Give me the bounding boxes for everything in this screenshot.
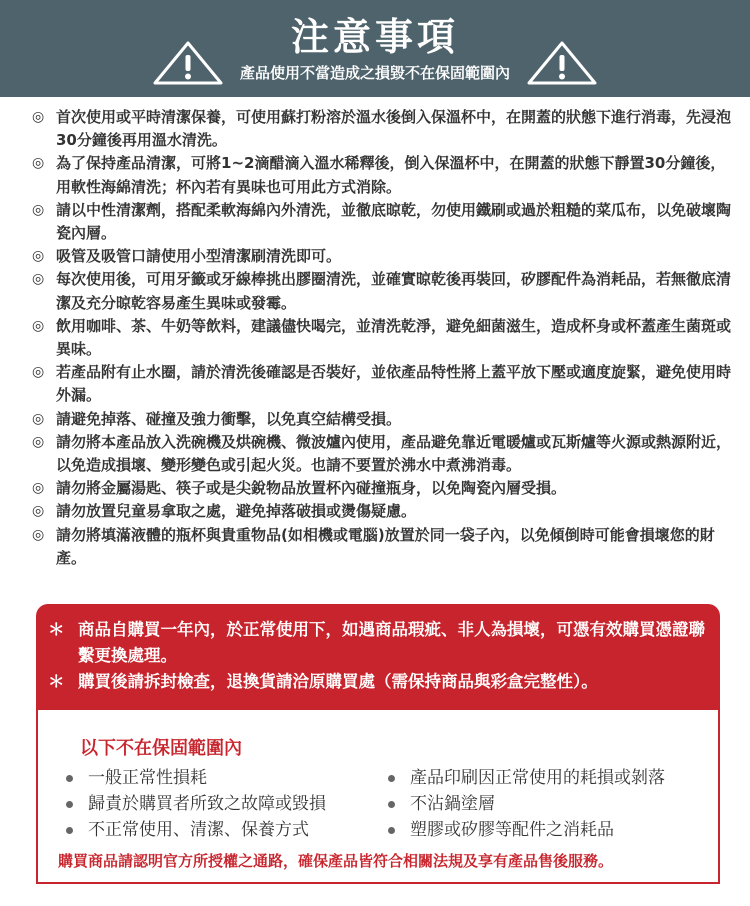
list-item — [66, 817, 326, 843]
list-item — [66, 765, 326, 791]
warranty-panel — [36, 604, 720, 710]
note-text: 請以中性清潔劑，搭配柔軟海綿內外清洗，並徹底晾乾，勿使用鐵刷或過於粗糙的菜瓜布，以免破壞陶瓷內層。 — [56, 200, 732, 243]
list-item — [32, 268, 732, 314]
list-item — [32, 199, 732, 245]
bullet-dot-icon — [388, 827, 395, 834]
note-text: 請勿放置兒童易拿取之處，避免掉落破損或燙傷疑慮。 — [56, 502, 417, 521]
exclusions-panel — [36, 710, 720, 884]
bullet-icon: ◎ — [32, 248, 45, 265]
bullet-icon: ◎ — [32, 526, 45, 543]
exclusion-text: 塑膠或矽膠等配件之消耗品 — [410, 820, 614, 840]
list-item — [32, 408, 732, 431]
list-item — [32, 106, 732, 152]
bullet-icon: ◎ — [32, 480, 45, 497]
note-text: 為了保持產品清潔，可將1~2滴醋滴入溫水稀釋後，倒入保溫杯中，在開蓋的狀態下靜置30分鐘後，用軟性海綿清洗；杯內若有異味也可用此方式消除。 — [56, 154, 726, 196]
bullet-icon: ◎ — [32, 155, 45, 172]
bullet-dot-icon — [66, 827, 73, 834]
bullet-icon: ◎ — [32, 503, 45, 520]
exclusions-title: 以下不在保固範圍內 — [80, 738, 242, 759]
exclusions-left-list — [66, 765, 326, 843]
bullet-icon: ◎ — [32, 271, 45, 288]
bullet-dot-icon — [66, 775, 73, 782]
list-item — [32, 315, 732, 361]
list-item — [66, 791, 326, 817]
bullet-dot-icon — [388, 801, 395, 808]
bullet-icon: ◎ — [32, 433, 45, 450]
warranty-item — [48, 617, 710, 669]
exclusion-text: 產品印刷因正常使用的耗損或剝落 — [410, 768, 665, 788]
list-item — [388, 765, 665, 791]
care-notes-list — [32, 106, 732, 570]
bullet-icon: ◎ — [32, 364, 45, 381]
note-text: 請勿將本產品放入洗碗機及烘碗機、微波爐內使用，產品避免靠近電暖爐或瓦斯爐等火源或熱源附近，以免造成損壞、變形變色或引起火災。也請不要置於沸水中煮沸消毒。 — [56, 432, 732, 475]
bullet-dot-icon — [388, 775, 395, 782]
warranty-text: 商品自購買一年內，於正常使用下，如遇商品瑕疵、非人為損壞，可憑有效購買憑證聯繫更換處理。 — [78, 620, 705, 665]
list-item — [32, 477, 732, 500]
note-text: 每次使用後，可用牙籤或牙線棒挑出膠圈清洗，並確實晾乾後再裝回，矽膠配件為消耗品，若無徹底清潔及充分晾乾容易產生異味或發霉。 — [56, 270, 732, 312]
exclusions-right-list — [388, 765, 665, 843]
exclusion-text: 不正常使用、清潔、保養方式 — [88, 820, 309, 840]
bullet-icon: ◎ — [32, 201, 45, 218]
asterisk-icon: ＊ — [48, 672, 65, 691]
exclusion-text: 不沾鍋塗層 — [410, 794, 495, 814]
list-item — [388, 817, 665, 843]
list-item — [388, 791, 665, 817]
bullet-dot-icon — [66, 801, 73, 808]
note-text: 請避免掉落、碰撞及強力衝擊，以免真空結構受損。 — [56, 409, 402, 428]
list-item — [32, 524, 732, 570]
exclusion-text: 一般正常性損耗 — [88, 768, 207, 788]
note-text: 若產品附有止水圈，請於清洗後確認是否裝好，並依產品特性將上蓋平放下壓或適度旋緊，避免使用時外漏。 — [56, 363, 732, 405]
exclusion-text: 歸責於購買者所致之故障或毀損 — [88, 794, 326, 814]
list-item — [32, 431, 732, 477]
header-banner — [0, 0, 750, 97]
asterisk-icon: ＊ — [48, 620, 65, 639]
note-text: 飲用咖啡、茶、牛奶等飲料，建議儘快喝完，並清洗乾淨，避免細菌滋生，造成杯身或杯蓋產生菌斑或異味。 — [56, 316, 732, 359]
bullet-icon: ◎ — [32, 410, 45, 427]
warranty-text: 購買後請拆封檢查，退換貨請洽原購買處（需保持商品與彩盒完整性）。 — [78, 672, 598, 691]
list-item — [32, 245, 732, 268]
warranty-item — [48, 669, 710, 695]
list-item — [32, 500, 732, 523]
note-text: 吸管及吸管口請使用小型清潔刷清洗即可。 — [56, 247, 342, 266]
list-item — [32, 152, 732, 198]
note-text: 請勿將金屬湯匙、筷子或是尖銳物品放置杯內碰撞瓶身，以免陶瓷內層受損。 — [56, 479, 567, 498]
note-text: 首次使用或平時清潔保養，可使用蘇打粉溶於溫水後倒入保溫杯中，在開蓋的狀態下進行消毒，先浸泡30分鐘後再用溫水清洗。 — [56, 108, 732, 150]
authorized-channel-note: 購買商品請認明官方所授權之通路，確保產品皆符合相關法規及享有產品售後服務。 — [58, 852, 614, 870]
page-title: 注意事項 — [290, 15, 459, 59]
list-item — [32, 361, 732, 407]
note-text: 請勿將填滿液體的瓶杯與貴重物品(如相機或電腦)放置於同一袋子內，以免傾倒時可能會損壞您的財產。 — [56, 525, 715, 567]
bullet-icon: ◎ — [32, 317, 45, 334]
page-subtitle: 產品使用不當造成之損毀不在保固範圍內 — [239, 64, 510, 82]
bullet-icon: ◎ — [32, 109, 45, 125]
